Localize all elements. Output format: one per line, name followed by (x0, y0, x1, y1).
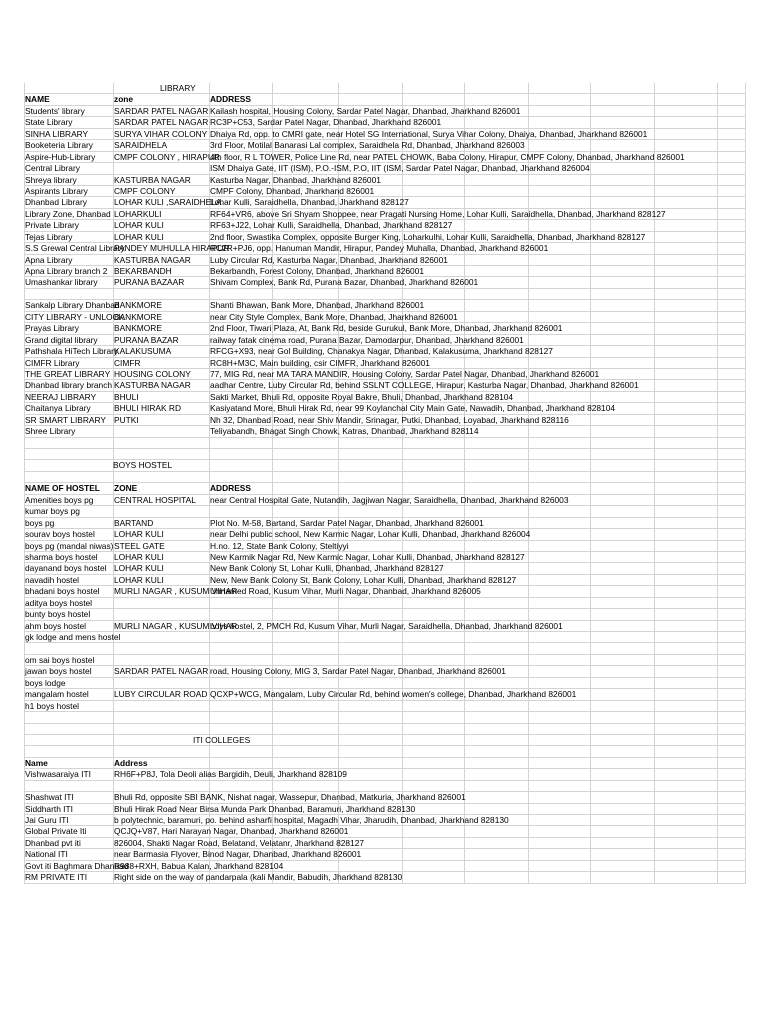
address-cell: road, Housing Colony, MIG 3, Sardar Patel Nagar, Dhanbad, Jharkhand 826001 (210, 666, 506, 677)
library-row (24, 289, 746, 300)
zone-cell (113, 701, 209, 711)
zone-cell: SURYA VIHAR COLONY (114, 128, 208, 139)
zone-cell: KASTURBA NAGAR (114, 174, 191, 185)
name-cell: Aspirants Library (25, 185, 88, 196)
address-cell: Nh 32, Dhanbad Road, near Shiv Mandir, Srinagar, Putki, Dhanbad, Loyabad, Jharkhand 828116 (210, 414, 569, 425)
blank-row (24, 438, 746, 449)
name-cell: bunty boys hostel (25, 609, 91, 620)
zone-cell: SARDAR PATEL NAGAR (114, 105, 209, 116)
zone-cell (113, 426, 209, 436)
library-row (24, 403, 746, 414)
name-cell: Chaitanya Library (25, 403, 91, 414)
address-cell: Bhuli Hirak Road Near Birsa Munda Park Dhanbad, Baramuri, Jharkhand 828130 (114, 803, 416, 814)
name-cell: Private Library (25, 220, 79, 231)
zone-cell: LOHAR KULI (114, 551, 164, 562)
iti-title: ITI COLLEGES (193, 734, 251, 745)
zone-cell: BHULI (114, 391, 139, 402)
library-row (24, 243, 746, 254)
hostel-row (24, 621, 746, 632)
zone-cell: BARTAND (114, 517, 154, 528)
library-row (24, 323, 746, 334)
library-row (24, 312, 746, 323)
iti-title-row (24, 735, 746, 746)
hostel-row (24, 529, 746, 540)
zone-cell: LOHAR KULI ,SARAIDHELA (114, 197, 222, 208)
address-cell: QCXP+WCG, Mangalam, Luby Circular Rd, behind women's college, Dhanbad, Jharkhand 826001 (210, 689, 577, 700)
name-cell: Tejas Library (25, 231, 73, 242)
iti-row (24, 826, 746, 837)
address-cell (209, 655, 749, 665)
address-cell: Plot No. M-58, Bartand, Sardar Patel Nagar, Dhanbad, Jharkhand 826001 (210, 517, 484, 528)
name-cell: Booketeria Library (25, 140, 93, 151)
name-cell: Sankalp Library Dhanbad (25, 300, 120, 311)
zone-cell: CIMFR (114, 357, 141, 368)
address-cell: RF64+VR6, above Sri Shyam Shoppee, near Pragati Nursing Home, Lohar Kulli, Saraidhella, Dhanbad, Jharkhand 828127 (210, 208, 666, 219)
zone-cell (113, 289, 209, 299)
zone-cell: LOHARKULI (114, 208, 162, 219)
name-cell: boys lodge (25, 677, 66, 688)
zone-cell: HOUSING COLONY (114, 368, 191, 379)
name-cell: boys pg (25, 517, 55, 528)
name-cell: Shreya library (25, 174, 77, 185)
name-cell: Vishwasaraiya ITI (25, 769, 91, 780)
address-cell: Shivam Complex, Bank Rd, Purana Bazar, Dhanbad, Jharkhand 826001 (210, 277, 479, 288)
name-cell: mangalam hostel (25, 689, 89, 700)
iti-row (24, 861, 746, 872)
zone-cell: LOHAR KULI (114, 574, 164, 585)
hostel-row (24, 506, 746, 517)
name-cell: bhadani boys hostel (25, 586, 100, 597)
name-cell: h1 boys hostel (25, 700, 80, 711)
address-cell: Kasturba Nagar, Dhanbad, Jharkhand 826001 (210, 174, 381, 185)
zone-cell: KALAKUSUMA (114, 346, 172, 357)
spreadsheet (24, 83, 746, 884)
name-cell: CITY LIBRARY - UNLOCK (25, 311, 125, 322)
hostel-row (24, 552, 746, 563)
name-cell: CIMFR Library (25, 357, 80, 368)
name-cell: Shree Library (25, 426, 76, 437)
address-cell: QCJQ+V87, Hari Narayan Nagar, Dhanbad, Jharkhand 826001 (114, 826, 349, 837)
zone-cell: KASTURBA NAGAR (114, 380, 191, 391)
hostel-row (24, 541, 746, 552)
hostel-row (24, 563, 746, 574)
address-cell: Dhaiya Rd, opp. to CMRI gate, near Hotel SG International, Surya Vihar Colony, Dhaiya, Dhanbad, Jharkhand 826001 (210, 128, 648, 139)
name-cell: sourav boys hostel (25, 529, 95, 540)
address-cell: near City Style Complex, Bank More, Dhanbad, Jharkhand 826001 (210, 311, 458, 322)
hostel-row (24, 609, 746, 620)
address-cell: Lohar Kulli, Saraidhella, Dhanbad, Jharkhand 828127 (210, 197, 409, 208)
boys-hostel-table-body (24, 495, 746, 712)
address-cell: Unnamed Road, Kusum Vihar, Murli Nagar, Dhanbad, Jharkhand 826005 (210, 586, 481, 597)
name-cell: S.S Grewal Central Library (25, 243, 125, 254)
zone-cell: BANKMORE (114, 323, 162, 334)
library-row (24, 266, 746, 277)
address-cell (209, 289, 749, 299)
library-header-name: NAME (25, 94, 50, 105)
zone-cell (113, 506, 209, 516)
address-cell (209, 678, 749, 688)
blank-row (24, 449, 746, 460)
hostel-row (24, 518, 746, 529)
name-cell: om sai boys hostel (25, 654, 95, 665)
address-cell: RF63+J22, Lohar Kulli, Saraidhella, Dhanbad, Jharkhand 828127 (210, 220, 453, 231)
library-row (24, 380, 746, 391)
library-row (24, 117, 746, 128)
name-cell: Amenities boys pg (25, 494, 94, 505)
boys-hostel-header-zone: ZONE (114, 483, 138, 494)
library-row (24, 346, 746, 357)
name-cell (24, 781, 113, 791)
address-cell: RH6F+P8J, Tola Deoli alias Bargidih, Deuli, Jharkhand 828109 (114, 769, 347, 780)
name-cell: Dhanbad library branch (25, 380, 113, 391)
address-cell: New Bank Colony St, Lohar Kulli, Dhanbad, Jharkhand 828127 (210, 563, 444, 574)
library-row (24, 300, 746, 311)
address-cell: 3rd Floor, Motilal Banarasi Lal complex, Saraidhela Rd, Dhanbad, Jharkhand 826003 (210, 140, 525, 151)
library-header-row (24, 94, 746, 105)
zone-cell: SARDAR PATEL NAGAR (114, 117, 209, 128)
zone-cell (113, 655, 209, 665)
zone-cell: PUTKI (114, 414, 139, 425)
boys-hostel-header-address: ADDRESS (210, 483, 251, 494)
library-row (24, 255, 746, 266)
zone-cell: STEEL GATE (114, 540, 165, 551)
library-row (24, 426, 746, 437)
address-cell: RC2R+PJ6, opp. Hanuman Mandir, Hirapur, Pandey Muhalla, Dhanbad, Jharkhand 826001 (210, 243, 549, 254)
name-cell: Jai Guru ITI (25, 815, 69, 825)
zone-cell: SARAIDHELA (114, 140, 168, 151)
library-row (24, 392, 746, 403)
address-cell: New Karmik Nagar Rd, New Karmic Nagar, Lohar Kulli, Dhanbad, Jharkhand 828127 (210, 551, 525, 562)
address-cell (209, 609, 749, 619)
address-cell: H.no. 12, State Bank Colony, Steltiyyi (210, 540, 349, 551)
zone-cell: LUBY CIRCULAR ROAD (114, 689, 208, 700)
address-cell: ISM Dhaiya Gate, IIT (ISM), P.O.-ISM, P.O, IIT (ISM, Sardar Patel Nagar, Dhanbad, Jharkhand 826004 (210, 163, 590, 174)
zone-cell: CENTRAL HOSPITAL (114, 494, 196, 505)
iti-row (24, 872, 746, 883)
library-row (24, 152, 746, 163)
zone-cell: PURANA BAZAR (114, 334, 179, 345)
address-cell (209, 632, 749, 642)
address-cell (113, 781, 753, 791)
address-cell: Luby Circular Rd, Kasturba Nagar, Dhanbad, Jharkhand 826001 (210, 254, 448, 265)
library-row (24, 209, 746, 220)
hostel-row (24, 586, 746, 597)
address-cell: Bhuli Rd, opposite SBI BANK, Nishat nagar, Wassepur, Dhanbad, Matkuria, Jharkhand 826001 (114, 792, 466, 803)
address-cell: CMPF Colony, Dhanbad, Jharkhand 826001 (210, 185, 375, 196)
boys-hostel-header-name: NAME OF HOSTEL (25, 483, 100, 494)
library-row (24, 175, 746, 186)
zone-cell: MURLI NAGAR , KUSUM VIHAR (114, 620, 238, 631)
address-cell: 4th floor, R L TOWER, Police Line Rd, near PATEL CHOWK, Baba Colony, Hirapur, CMPF Colony, Dhanbad, Jharkhand 826001 (210, 151, 685, 162)
name-cell: Apna Library branch 2 (25, 266, 108, 276)
name-cell: aditya boys hostel (25, 597, 93, 608)
zone-cell: KASTURBA NAGAR (114, 254, 191, 265)
library-table-body (24, 106, 746, 438)
iti-header-row (24, 758, 746, 769)
blank-row (24, 712, 746, 723)
name-cell: Library Zone, Dhanbad (25, 208, 111, 219)
hostel-row (24, 643, 746, 654)
address-cell: Bekarbandh, Forest Colony, Dhanbad, Jharkhand 826001 (210, 266, 425, 276)
zone-cell (113, 643, 209, 653)
name-cell: National ITI (25, 849, 68, 860)
name-cell: Siddharth ITI (25, 803, 73, 814)
blank-row (24, 472, 746, 483)
library-row (24, 129, 746, 140)
library-row (24, 277, 746, 288)
name-cell: ahm boys hostel (25, 620, 86, 631)
zone-cell: PURANA BAZAAR (114, 277, 185, 288)
library-title: LIBRARY (160, 83, 196, 93)
name-cell: sharma boys hostel (25, 551, 98, 562)
address-cell: Shanti Bhawan, Bank More, Dhanbad, Jharkhand 826001 (210, 300, 425, 311)
address-cell: near Central Hospital Gate, Nutandih, Jagjiwan Nagar, Saraidhella, Dhanbad, Jharkhand 826003 (210, 494, 569, 505)
address-cell (209, 598, 749, 608)
iti-row (24, 815, 746, 826)
name-cell: gk lodge and mens hostel (25, 632, 121, 642)
address-cell: Right side on the way of pandarpala (kali Mandir, Babudih, Jharkhand 828130 (114, 872, 403, 883)
address-cell: Sakti Market, Bhuli Rd, opposite Royal Bakre, Bhuli, Dhanbad, Jharkhand 828104 (210, 391, 514, 402)
zone-cell (113, 632, 209, 642)
name-cell: Pathshala HiTech Library (25, 346, 119, 357)
address-cell: near Barmasia Flyover, Binod Nagar, Dhanbad, Jharkhand 826001 (114, 849, 362, 860)
zone-cell: LOHAR KULI (114, 563, 164, 574)
name-cell: Dhanbad Library (25, 197, 87, 208)
name-cell: Central Library (25, 163, 80, 174)
library-row (24, 220, 746, 231)
zone-cell (113, 163, 209, 173)
iti-row (24, 804, 746, 815)
hostel-row (24, 678, 746, 689)
name-cell: boys pg (mandal niwas) (25, 540, 114, 551)
blank-row (24, 724, 746, 735)
name-cell: Apna Library (25, 254, 73, 265)
hostel-row (24, 575, 746, 586)
library-row (24, 106, 746, 117)
library-row (24, 163, 746, 174)
iti-row (24, 781, 746, 792)
address-cell: RC3P+C53, Sardar Patel Nagar, Dhanbad, Jharkhand 826001 (210, 117, 442, 128)
address-cell: aadhar Centre, Luby Circular Rd, behind SSLNT COLLEGE, Hirapur, Kasturba Nagar, Dhanbad, Jharkhand 826001 (210, 380, 639, 391)
name-cell (24, 289, 113, 299)
zone-cell (113, 678, 209, 688)
iti-row (24, 769, 746, 780)
address-cell: 2nd Floor, Tiwari Plaza, At, Bank Rd, beside Gurukul, Bank More, Dhanbad, Jharkhand 826001 (210, 323, 563, 334)
library-row (24, 186, 746, 197)
name-cell: jawan boys hostel (25, 666, 92, 677)
iti-header-address: Address (114, 757, 148, 768)
library-row (24, 197, 746, 208)
library-row (24, 358, 746, 369)
blank-row (24, 746, 746, 757)
name-cell: kumar boys pg (25, 506, 80, 517)
iti-row (24, 849, 746, 860)
name-cell: SR SMART LIBRARY (25, 414, 106, 425)
name-cell: State Library (25, 117, 73, 128)
address-cell: boys hostel, 2, PMCH Rd, Kusum Vihar, Murli Nagar, Saraidhella, Dhanbad, Jharkhand 826001 (210, 620, 563, 631)
address-cell: RFCG+X93, near Gol Building, Chanakya Nagar, Dhanbad, Kalakusuma, Jharkhand 828127 (210, 346, 553, 357)
hostel-row (24, 701, 746, 712)
name-cell: dayanand boys hostel (25, 563, 107, 574)
zone-cell: PANDEY MUHULLA HIRAPUR (114, 243, 230, 254)
library-row (24, 415, 746, 426)
name-cell: Shashwat ITI (25, 792, 74, 803)
address-cell: b polytechnic, baramuri, po. behind asharfi hospital, Magadh Vihar, Jharudih, Dhanbad, Jharkhand 828130 (114, 815, 509, 825)
iti-row (24, 792, 746, 803)
hostel-row (24, 655, 746, 666)
library-row (24, 369, 746, 380)
hostel-row (24, 598, 746, 609)
address-cell: 826004, Shakti Nagar Road, Belatand, Velatanr, Jharkhand 828127 (114, 837, 365, 848)
library-row (24, 232, 746, 243)
zone-cell: BANKMORE (114, 300, 162, 311)
address-cell: R988+RXH, Babua Kalan, Jharkhand 828104 (114, 860, 284, 871)
zone-cell: BEKARBANDH (114, 266, 172, 276)
library-row (24, 140, 746, 151)
name-cell: Aspire-Hub-Library (25, 151, 96, 162)
boys-hostel-title-row (24, 460, 746, 471)
hostel-row (24, 495, 746, 506)
name-cell: Govt iti Baghmara Dhanbad (25, 860, 129, 871)
address-cell: 2nd floor, Swastika Complex, opposite Burger King, Loharkulhi, Lohar Kulli, Saraidhella, Dhanbad, Jharkhand 828127 (210, 231, 646, 242)
name-cell: Prayas Library (25, 323, 79, 334)
zone-cell: MURLI NAGAR , KUSUM VIHAR (114, 586, 238, 597)
name-cell: Dhanbad pvt iti (25, 837, 81, 848)
address-cell: New, New Bank Colony St, Bank Colony, Lohar Kulli, Dhanbad, Jharkhand 828127 (210, 574, 517, 585)
zone-cell: BHULI HIRAK RD (114, 403, 182, 414)
address-cell: Kailash hospital, Housing Colony, Sardar Patel Nagar, Dhanbad, Jharkhand 826001 (210, 105, 521, 116)
zone-cell: LOHAR KULI (114, 220, 164, 231)
address-cell: RC8H+M3C, Main building, csir CIMFR, Jharkhand 826001 (210, 357, 430, 368)
address-cell (209, 701, 749, 711)
name-cell: RM PRIVATE ITI (25, 872, 88, 883)
zone-cell: LOHAR KULI (114, 529, 164, 540)
address-cell: Teliyabandh, Bhagat Singh Chowk, Katras, Dhanbad, Jharkhand 828114 (210, 426, 479, 437)
name-cell: Students' library (25, 105, 85, 116)
library-title-row (24, 83, 746, 94)
name-cell: NEERAJ LIBRARY (25, 391, 97, 402)
zone-cell: SARDAR PATEL NAGAR (114, 666, 209, 677)
name-cell: navadih hostel (25, 574, 80, 585)
zone-cell: CMPF COLONY (114, 185, 176, 196)
address-cell: 77, MIG Rd, near MA TARA MANDIR, Housing Colony, Sardar Patel Nagar, Dhanbad, Jharkhand 826001 (210, 368, 600, 379)
library-header-address: ADDRESS (210, 94, 251, 105)
zone-cell: CMPF COLONY , HIRAPUR (114, 151, 220, 162)
name-cell: Umashankar library (25, 277, 98, 288)
name-cell: SINHA LIBRARY (25, 128, 89, 139)
boys-hostel-header-row (24, 483, 746, 494)
library-header-zone: zone (114, 94, 134, 105)
address-cell: railway fatak cinema road, Purana Bazar, Damodarpur, Dhanbad, Jharkhand 826001 (210, 334, 524, 345)
address-cell (209, 643, 749, 653)
hostel-row (24, 666, 746, 677)
name-cell: Grand digital library (25, 334, 98, 345)
library-row (24, 335, 746, 346)
boys-hostel-title: BOYS HOSTEL (113, 460, 173, 471)
zone-cell (113, 598, 209, 608)
zone-cell: LOHAR KULI (114, 231, 164, 242)
name-cell: Global Private Iti (25, 826, 87, 837)
name-cell (24, 643, 113, 653)
hostel-row (24, 632, 746, 643)
address-cell: Kasiyatand More, Bhuli Hirak Rd, near 99 Koylanchal City Main Gate, Nawadih, Dhanbad, Jharkhand 828104 (210, 403, 616, 414)
address-cell (209, 506, 749, 516)
hostel-row (24, 689, 746, 700)
zone-cell (113, 609, 209, 619)
address-cell: near Delhi public school, New Karmic Nagar, Lohar Kulli, Dhanbad, Jharkhand 826004 (210, 529, 531, 540)
iti-table-body (24, 769, 746, 883)
name-cell: THE GREAT LIBRARY (25, 368, 111, 379)
iti-row (24, 838, 746, 849)
zone-cell: BANKMORE (114, 311, 162, 322)
iti-header-name: Name (25, 757, 48, 768)
